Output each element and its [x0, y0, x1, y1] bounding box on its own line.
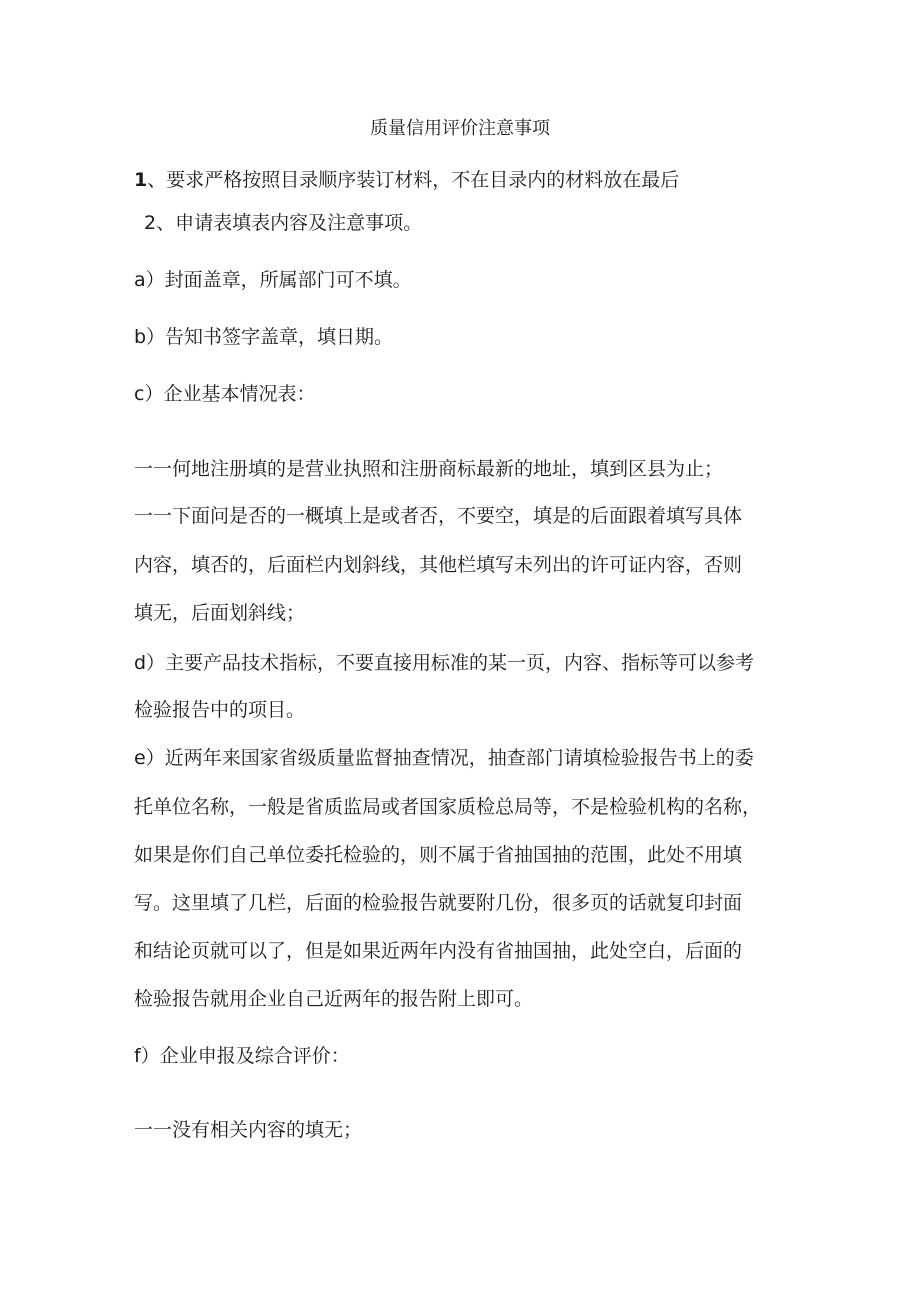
paragraph-line-4: b）告知书签字盖章，填日期。 — [134, 326, 394, 348]
paragraph-line-13: 托单位名称，一般是省质监局或者国家质检总局等，不是检验机构的名称， — [134, 796, 762, 818]
paragraph-line-11: 检验报告中的项目。 — [134, 699, 306, 721]
paragraph-line-7: 一一下面问是否的一概填上是或者否，不要空，填是的后面跟着填写具体 — [134, 505, 743, 527]
paragraph-line-5: c）企业基本情况表： — [134, 383, 316, 405]
paragraph-line-19: 一一没有相关内容的填无； — [134, 1119, 363, 1141]
paragraph-line-17: 检验报告就用企业自己近两年的报告附上即可。 — [134, 988, 534, 1010]
paragraph-line-6: 一一何地注册填的是营业执照和注册商标最新的地址，填到区县为止； — [134, 458, 724, 480]
paragraph-line-16: 和结论页就可以了，但是如果近两年内没有省抽国抽，此处空白，后面的 — [134, 940, 743, 962]
paragraph-line-15: 写。这里填了几栏，后面的检验报告就要附几份，很多页的话就复印封面 — [134, 892, 743, 914]
paragraph-line-9: 填无，后面划斜线； — [134, 602, 306, 624]
paragraph-line-18: f）企业申报及综合评价： — [134, 1045, 350, 1067]
paragraph-line-10: d）主要产品技术指标，不要直接用标准的某一页，内容、指标等可以参考 — [134, 652, 755, 674]
paragraph-line-3: a）封面盖章，所属部门可不填。 — [134, 269, 412, 291]
paragraph-line-12: e）近两年来国家省级质量监督抽查情况，抽查部门请填检验报告书上的委 — [134, 747, 754, 769]
paragraph-line-1 — [134, 165, 679, 195]
document-title: 质量信用评价注意事项 — [370, 118, 550, 139]
paragraph-line-8: 内容，填否的，后面栏内划斜线，其他栏填写未列出的许可证内容，否则 — [134, 554, 743, 576]
paragraph-line-2: 2、申请表填表内容及注意事项。 — [144, 212, 423, 234]
item-number: 1 — [134, 169, 148, 191]
item-text: 、要求严格按照目录顺序装订材料，不在目录内的材料放在最后 — [147, 169, 680, 191]
paragraph-line-14: 如果是你们自己单位委托检验的，则不属于省抽国抽的范围，此处不用填 — [134, 844, 743, 866]
